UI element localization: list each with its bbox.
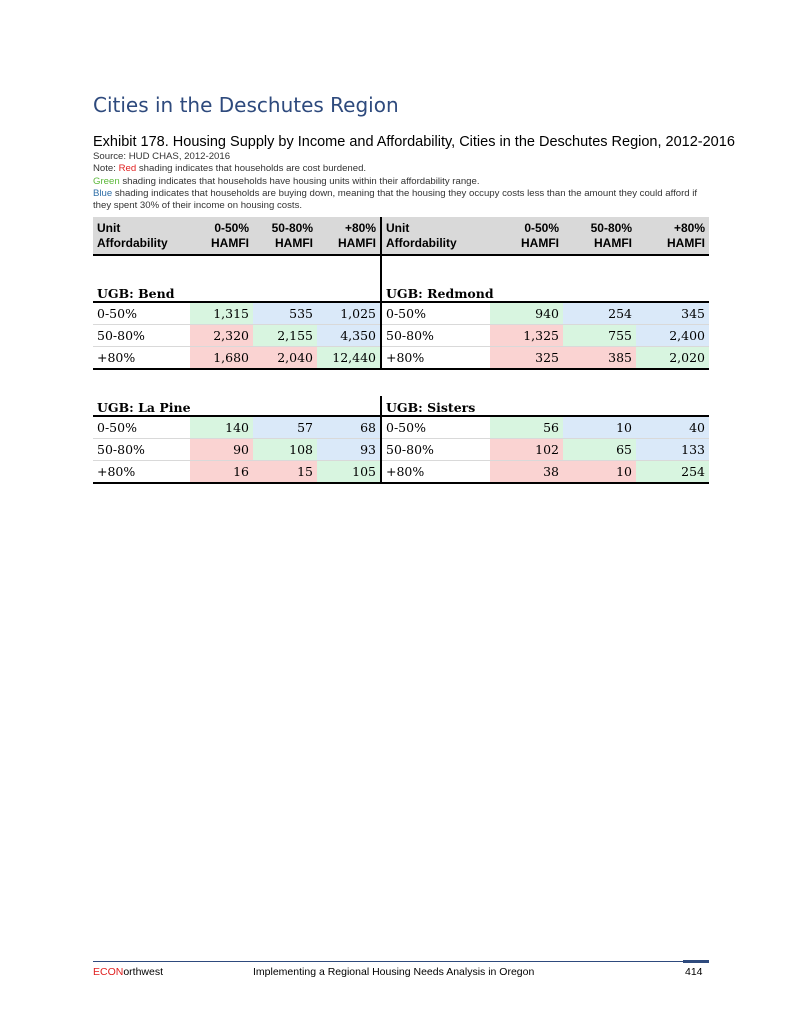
cell: 345 bbox=[636, 302, 709, 325]
table-row bbox=[93, 416, 709, 439]
cell: 90 bbox=[190, 439, 253, 461]
green-note: Green shading indicates that households have housing units within their affordability range. bbox=[93, 175, 480, 187]
ugb-name: UGB: Redmond bbox=[381, 282, 709, 302]
footer-brand: ECONorthwest bbox=[93, 966, 164, 978]
cell: 1,325 bbox=[490, 325, 563, 347]
row-label: +80% bbox=[381, 461, 490, 484]
row-label: +80% bbox=[93, 347, 190, 370]
cell: 10 bbox=[563, 461, 636, 484]
cell: 68 bbox=[317, 416, 381, 439]
blue-note: Blue shading indicates that households are buying down, meaning that the housing they occupy costs less than the amount they could afford if they spent 30% of their income on housing costs. bbox=[93, 187, 698, 212]
unit-affordability-header: Unit Affordability bbox=[93, 217, 190, 255]
unit-affordability-header: Unit Affordability bbox=[381, 217, 490, 255]
col-0-50-header: 0-50% HAMFI bbox=[490, 217, 563, 255]
row-label: 50-80% bbox=[381, 439, 490, 461]
cell: 93 bbox=[317, 439, 381, 461]
cell: 15 bbox=[253, 461, 317, 484]
table-row bbox=[93, 461, 709, 484]
col-80-plus-header: +80% HAMFI bbox=[636, 217, 709, 255]
cell: 1,315 bbox=[190, 302, 253, 325]
cell: 755 bbox=[563, 325, 636, 347]
cell: 40 bbox=[636, 416, 709, 439]
row-label: 0-50% bbox=[381, 302, 490, 325]
source-note: Source: HUD CHAS, 2012-2016 bbox=[93, 151, 231, 162]
col-50-80-header: 50-80% HAMFI bbox=[563, 217, 636, 255]
housing-supply-table bbox=[93, 217, 709, 484]
cell: 4,350 bbox=[317, 325, 381, 347]
ugb-name: UGB: Sisters bbox=[381, 396, 709, 416]
cell: 940 bbox=[490, 302, 563, 325]
exhibit-notes bbox=[93, 151, 713, 212]
ugb-name: UGB: La Pine bbox=[93, 396, 381, 416]
exhibit-title: Exhibit 178. Housing Supply by Income and Affordability, Cities in the Deschutes Region, 2012-2016 bbox=[93, 134, 735, 150]
cell: 2,400 bbox=[636, 325, 709, 347]
cell: 140 bbox=[190, 416, 253, 439]
cell: 10 bbox=[563, 416, 636, 439]
cell: 325 bbox=[490, 347, 563, 370]
cell: 102 bbox=[490, 439, 563, 461]
cell: 385 bbox=[563, 347, 636, 370]
page-number: 414 bbox=[685, 966, 703, 978]
row-label: 0-50% bbox=[93, 416, 190, 439]
table-header-row bbox=[93, 217, 709, 255]
col-80-plus-header: +80% HAMFI bbox=[317, 217, 381, 255]
ugb-header-row bbox=[93, 282, 709, 302]
row-label: 0-50% bbox=[381, 416, 490, 439]
row-label: +80% bbox=[381, 347, 490, 370]
cell: 105 bbox=[317, 461, 381, 484]
col-0-50-header: 0-50% HAMFI bbox=[190, 217, 253, 255]
row-label: 50-80% bbox=[381, 325, 490, 347]
cell: 133 bbox=[636, 439, 709, 461]
table-row bbox=[93, 347, 709, 370]
cell: 535 bbox=[253, 302, 317, 325]
table-row bbox=[93, 302, 709, 325]
footer-document-title: Implementing a Regional Housing Needs Analysis in Oregon bbox=[253, 966, 535, 978]
cell: 1,025 bbox=[317, 302, 381, 325]
table-row bbox=[93, 325, 709, 347]
page-title: Cities in the Deschutes Region bbox=[93, 93, 399, 117]
ugb-name: UGB: Bend bbox=[93, 282, 381, 302]
cell: 2,155 bbox=[253, 325, 317, 347]
cell: 12,440 bbox=[317, 347, 381, 370]
cell: 254 bbox=[636, 461, 709, 484]
cell: 2,320 bbox=[190, 325, 253, 347]
cell: 254 bbox=[563, 302, 636, 325]
cell: 2,040 bbox=[253, 347, 317, 370]
red-note: Note: Red shading indicates that households are cost burdened. bbox=[93, 163, 367, 175]
footer-divider bbox=[93, 961, 709, 962]
ugb-header-row bbox=[93, 396, 709, 416]
row-label: +80% bbox=[93, 461, 190, 484]
col-50-80-header: 50-80% HAMFI bbox=[253, 217, 317, 255]
cell: 56 bbox=[490, 416, 563, 439]
cell: 108 bbox=[253, 439, 317, 461]
row-label: 0-50% bbox=[93, 302, 190, 325]
row-label: 50-80% bbox=[93, 439, 190, 461]
table-row bbox=[93, 439, 709, 461]
footer-divider-accent bbox=[683, 960, 709, 963]
row-label: 50-80% bbox=[93, 325, 190, 347]
cell: 38 bbox=[490, 461, 563, 484]
cell: 2,020 bbox=[636, 347, 709, 370]
cell: 65 bbox=[563, 439, 636, 461]
cell: 16 bbox=[190, 461, 253, 484]
cell: 1,680 bbox=[190, 347, 253, 370]
cell: 57 bbox=[253, 416, 317, 439]
